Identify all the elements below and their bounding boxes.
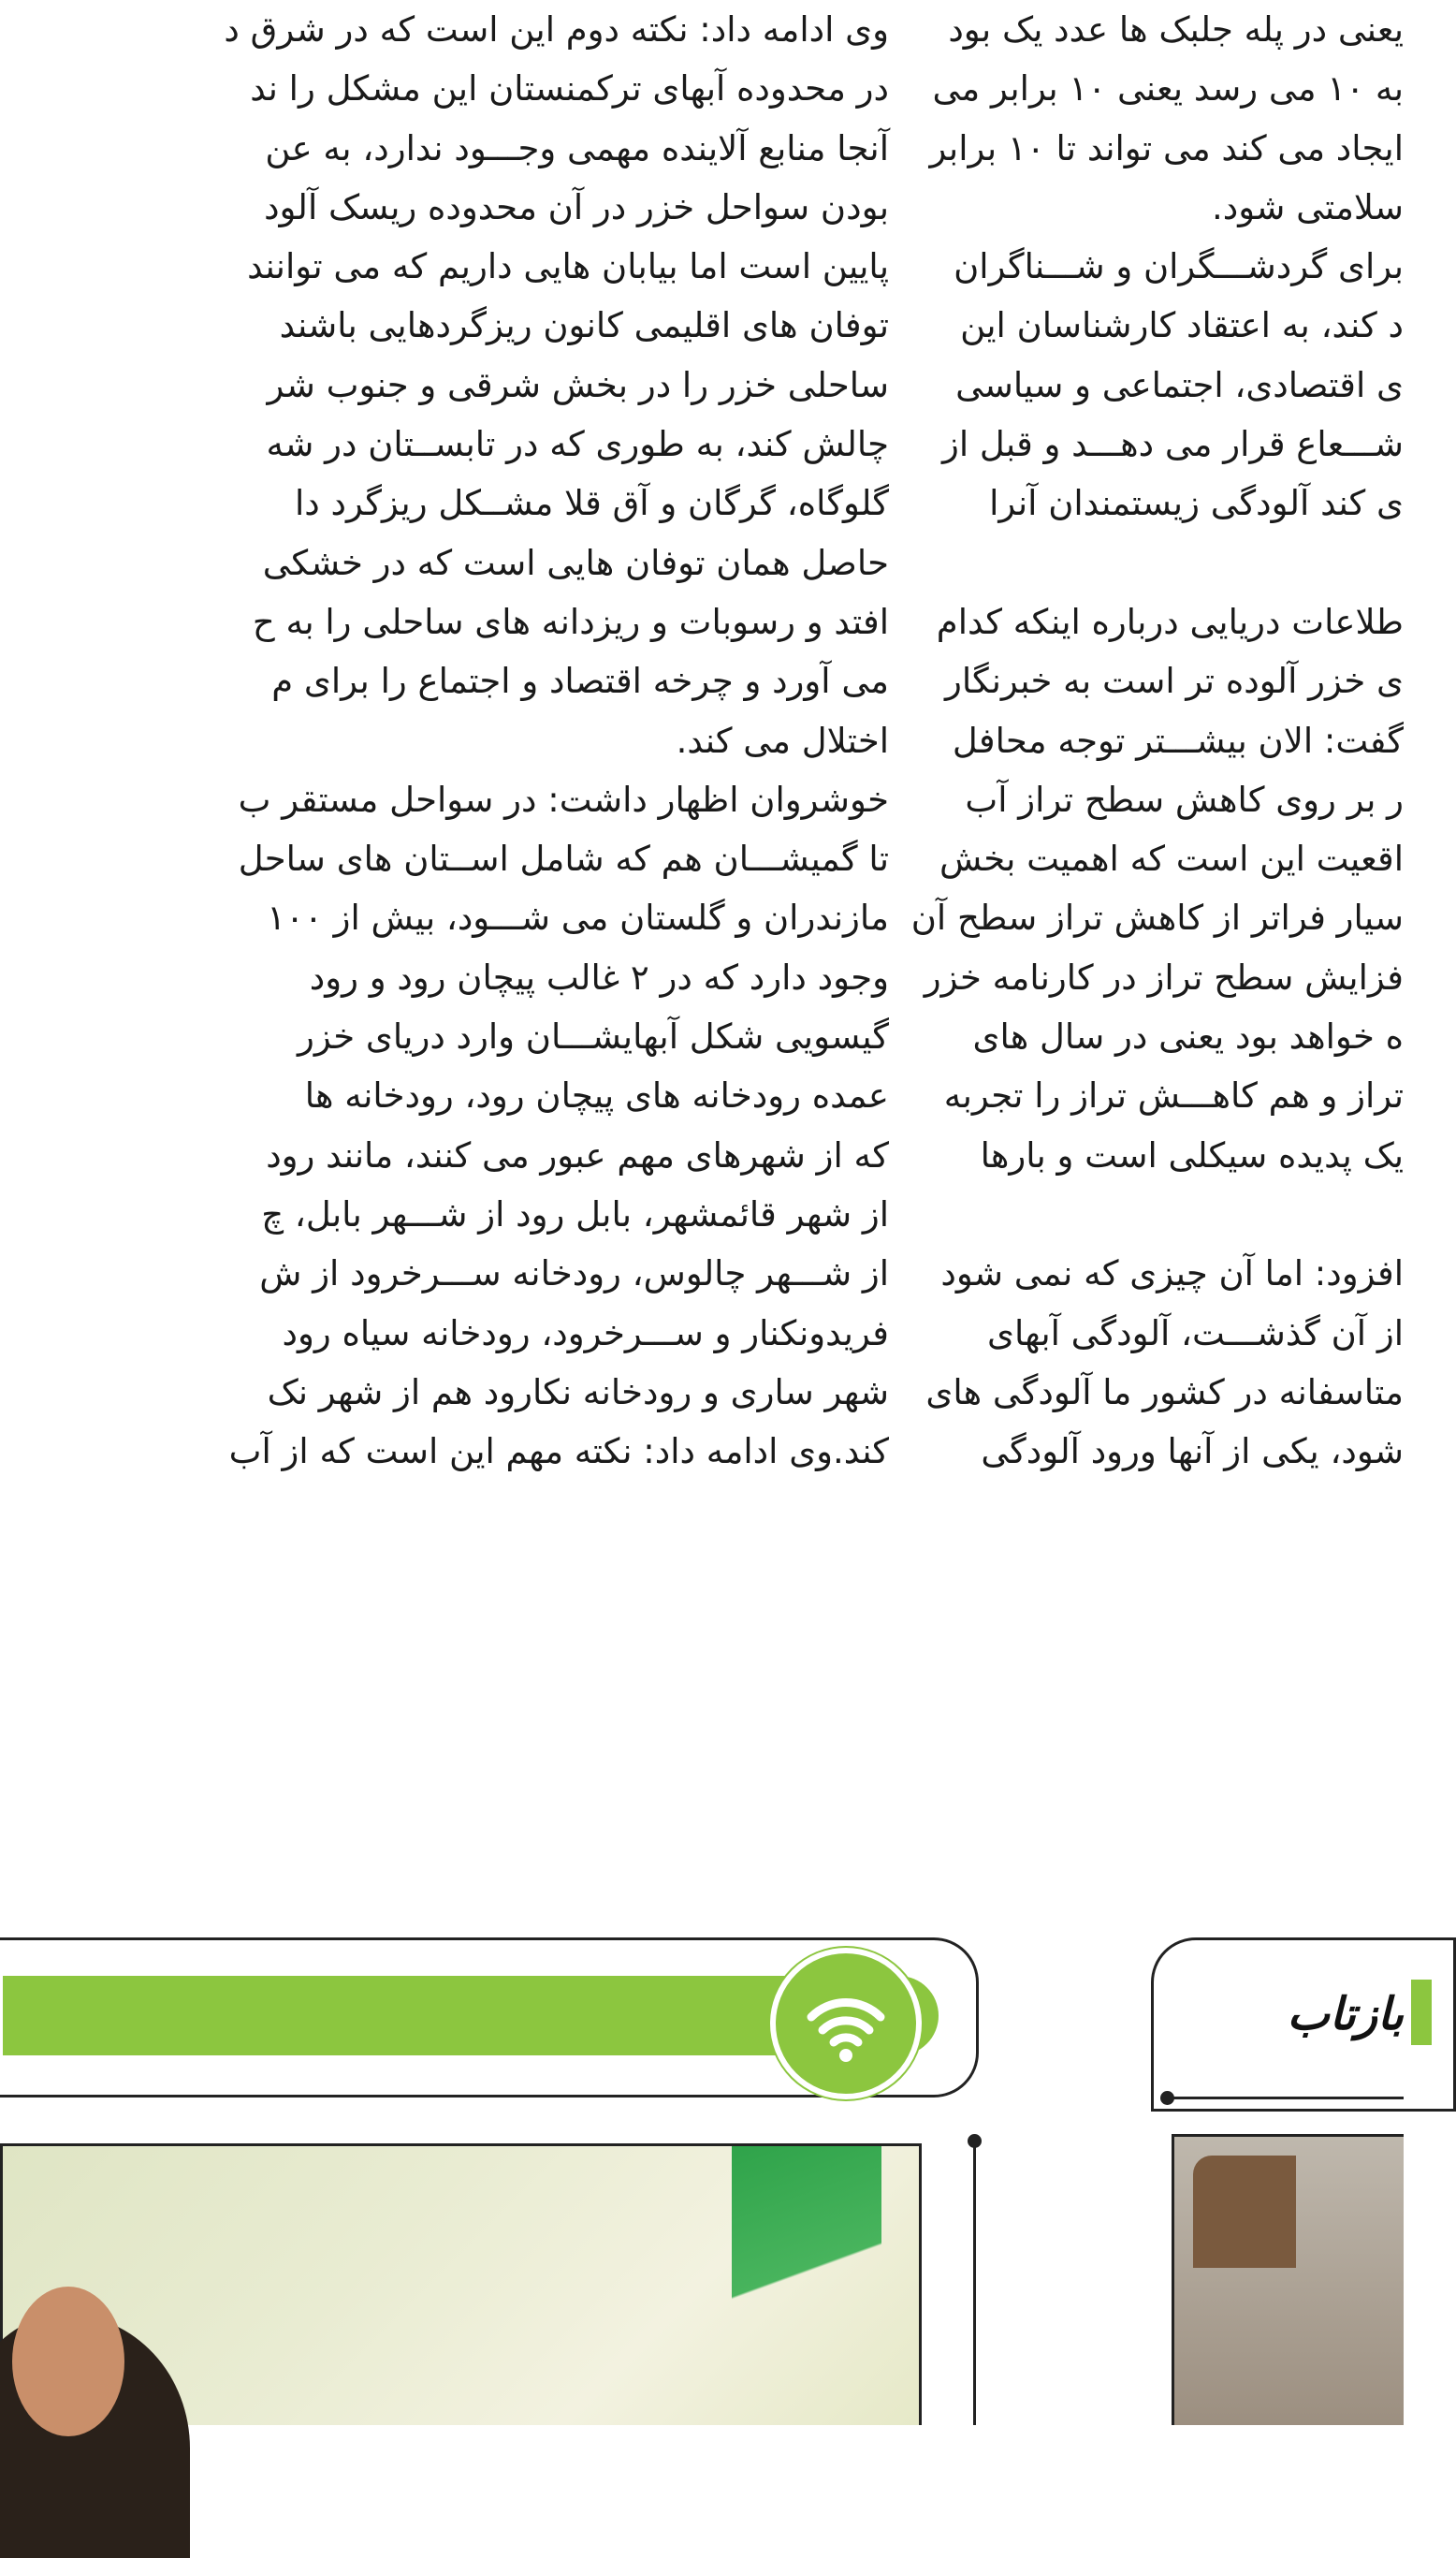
article-column-left (0, 0, 889, 1481)
section-banner-left (0, 1937, 979, 2098)
article-line: توفان های اقلیمی کانون ریزگردهایی باشند (279, 305, 889, 346)
article-line: شـــعاع قرار می دهـــد و قبل از (941, 424, 1404, 465)
article-line: شود، یکی از آنها ورود آلودگی (981, 1431, 1404, 1472)
article-line: گیسویی شکل آبهایشـــان وارد دریای خزر (298, 1016, 889, 1058)
article-line: ی کند آلودگی زیستمندان آنرا (989, 483, 1404, 524)
article-line: تراز و هم کاهـــش تراز را تجربه (943, 1075, 1404, 1117)
article-line: ی خزر آلوده تر است به خبرنگار (945, 661, 1404, 702)
article-line: از شـــهر چالوس، رودخانه ســـرخرود از ش (259, 1253, 889, 1294)
vertical-divider (973, 2139, 976, 2425)
photo-flag-shape (732, 2146, 881, 2343)
article-line: متاسفانه در کشور ما آلودگی های (925, 1371, 1404, 1412)
article-column-right (910, 0, 1404, 1481)
article-line: ه خواهد بود یعنی در سال های (972, 1016, 1404, 1058)
baztab-label: بازتاب (1287, 1988, 1404, 2040)
article-line: اقعیت این است که اهمیت بخش (939, 839, 1404, 880)
article-line: برای گردشـــگران و شـــناگران (954, 246, 1404, 287)
article-line: چالش کند، به طوری که در تابســتان در شه (266, 424, 889, 465)
article-line: تا گمیشـــان هم که شامل اســتان های ساحل (238, 839, 889, 880)
wifi-badge (770, 1948, 922, 2099)
baztab-accent (1411, 1980, 1432, 2045)
article-line: افزود: اما آن چیزی که نمی شود (940, 1253, 1404, 1294)
article-line: ی اقتصادی، اجتماعی و سیاسی (955, 364, 1404, 405)
article-line: ایجاد می کند می تواند تا ۱۰ برابر (929, 127, 1404, 168)
article-line: گلوگاه، گرگان و آق قلا مشــکل ریزگرد دا (294, 483, 889, 524)
article-line: افتد و رسوبات و ریزدانه های ساحلی را به ح (252, 601, 889, 642)
article-line: اختلال می کند. (676, 720, 889, 761)
article-line: ر بر روی کاهش سطح تراز آب (965, 779, 1404, 820)
article-line: کند.وی ادامه داد: نکته مهم این است که از آب (228, 1431, 889, 1472)
article-line: فزایش سطح تراز در کارنامه خزر (924, 957, 1404, 998)
article-line: سلامتی شود. (1211, 186, 1404, 227)
article-line: مازندران و گلستان می شـــود، بیش از ۱۰۰ (267, 898, 889, 939)
article-line: خوشروان اظهار داشت: در سواحل مستقر ب (238, 779, 889, 820)
article-line: طلاعات دریایی درباره اینکه کدام (936, 601, 1404, 642)
article-line (945, 1185, 1404, 1244)
article-line (945, 534, 1404, 592)
article-line: سیار فراتر از کاهش تراز سطح آن (910, 898, 1404, 939)
article-line: که از شهرهای مهم عبور می کنند، مانند رود (266, 1134, 889, 1176)
article-line: فریدونکنار و ســـرخرود، رودخانه سیاه رود (282, 1312, 889, 1353)
article-line: یک پدیده سیکلی است و بارها (980, 1134, 1404, 1176)
horizontal-rule (1165, 2097, 1404, 2099)
article-line: د کند، به اعتقاد کارشناسان این (960, 305, 1404, 346)
photo-patch (1193, 2156, 1296, 2268)
news-photo-right (1172, 2134, 1404, 2425)
news-photo-left (0, 2143, 922, 2425)
article-line: به ۱۰ می رسد یعنی ۱۰ برابر می (932, 68, 1404, 110)
article-line: از آن گذشـــت، آلودگی آبهای (987, 1312, 1404, 1353)
photo-figure-face (12, 2287, 124, 2436)
article-line: از شهر قائمشهر، بابل رود از شـــهر بابل، چ (261, 1193, 889, 1235)
article-line: می آورد و چرخه اقتصاد و اجتماع را برای م (271, 661, 889, 702)
article-line: بودن سواحل خزر در آن محدوده ریسک آلود (264, 186, 889, 227)
article-line: شهر ساری و رودخانه نکارود هم از شهر نک (267, 1371, 889, 1412)
article-line: عمده رودخانه های پیچان رود، رودخانه ها (304, 1075, 889, 1117)
article-line: گفت: الان بیشـــتر توجه محافل (952, 720, 1404, 761)
baztab-section-tag (1184, 1980, 1432, 2054)
article-line: پایین است اما بیابان هایی داریم که می توانند (247, 246, 889, 287)
article-line: وی ادامه داد: نکته دوم این است که در شرق د (224, 9, 889, 50)
wifi-icon (804, 1981, 888, 2066)
article-line: یعنی در پله جلبک ها عدد یک بود (948, 9, 1404, 50)
article-line: ساحلی خزر را در بخش شرقی و جنوب شر (267, 364, 889, 405)
article-line: وجود دارد که در ۲ غالب پیچان رود و رود (309, 957, 889, 998)
article-line: در محدوده آبهای ترکمنستان این مشکل را ند (250, 68, 889, 110)
article-line: آنجا منابع آلاینده مهمی وجـــود ندارد، به عن (265, 127, 889, 168)
article-line: حاصل همان توفان هایی است که در خشکی (262, 542, 889, 583)
